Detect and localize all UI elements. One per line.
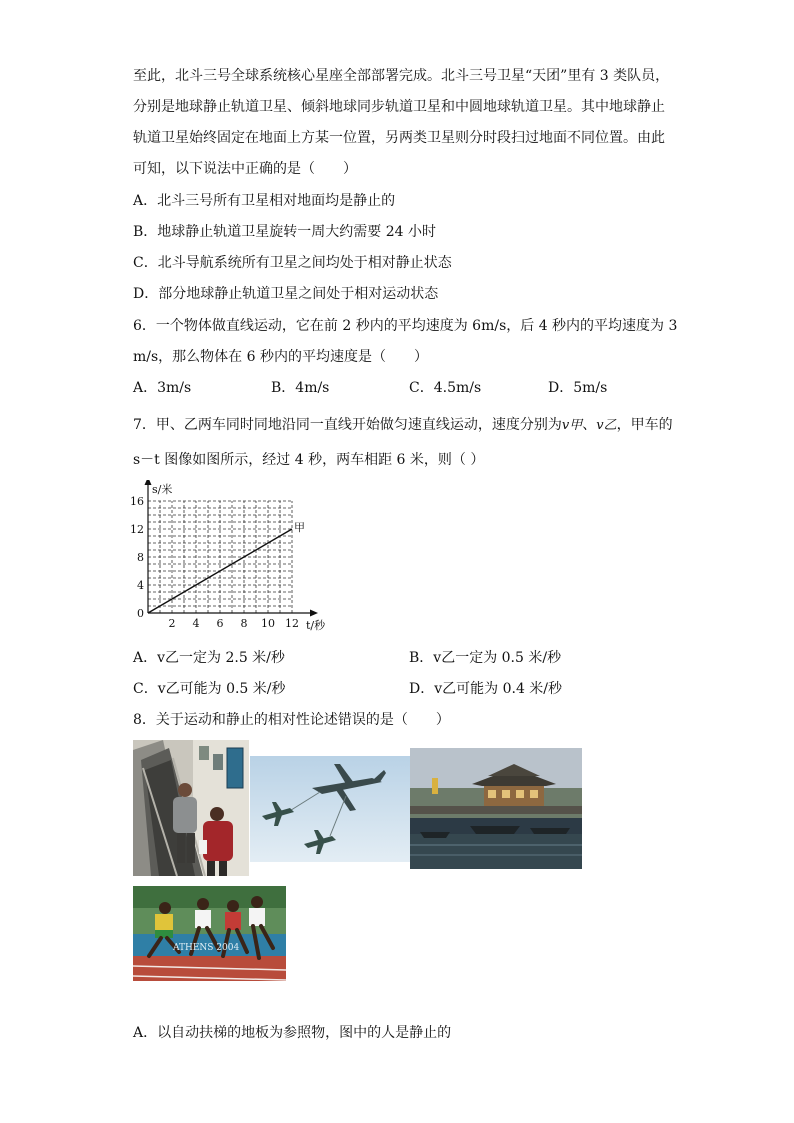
y-axis-label: s/米 bbox=[152, 483, 173, 496]
q6-line-1: 6．一个物体做直线运动，它在前 2 秒内的平均速度为 6m/s，后 4 秒内的平均速度为 3 bbox=[133, 318, 678, 334]
sprinters-illustration bbox=[133, 886, 286, 981]
y-tick-label: 0 bbox=[137, 607, 144, 620]
sprinters-photo-banner: ATHENS 2004 bbox=[173, 943, 240, 953]
x-tick-label: 8 bbox=[240, 617, 248, 630]
q5-option-b: B．地球静止轨道卫星旋转一周大约需要 24 小时 bbox=[133, 224, 437, 240]
chart-series bbox=[148, 521, 305, 613]
x-tick-label: 2 bbox=[168, 617, 176, 630]
aircraft-refuelling-photo bbox=[250, 756, 410, 862]
x-axis-arrow bbox=[310, 610, 318, 617]
sprinters-photo bbox=[133, 886, 286, 981]
q8-option-a: A．以自动扶梯的地板为参照物，图中的人是静止的 bbox=[133, 1025, 452, 1041]
s-t-graph bbox=[128, 480, 338, 640]
passage-line-2: 分别是地球静止轨道卫星、倾斜地球同步轨道卫星和中圆地球轨道卫星。其中地球静止 bbox=[133, 99, 665, 115]
q7-option-b: B．v乙一定为 0.5 米/秒 bbox=[409, 650, 562, 666]
x-tick-label: 12 bbox=[285, 617, 299, 630]
q7-line-1-text-a: 7．甲、乙两车同时同地沿同一直线开始做匀速直线运动，速度分别为 bbox=[133, 417, 562, 433]
x-tick-label: 10 bbox=[261, 617, 275, 630]
q5-option-c: C．北斗导航系统所有卫星之间均处于相对静止状态 bbox=[133, 255, 452, 271]
q8-stem: 8．关于运动和静止的相对性论述错误的是（ ） bbox=[133, 712, 450, 728]
y-tick-label: 4 bbox=[137, 579, 144, 592]
passage-line-4: 可知，以下说法中正确的是（ ） bbox=[133, 161, 357, 177]
q6-option-b: B．4m/s bbox=[271, 380, 330, 396]
q6-option-d: D．5m/s bbox=[548, 380, 608, 396]
chart-grid bbox=[148, 501, 292, 613]
q7-line-2: s－t 图像如图所示，经过 4 秒，两车相距 6 米，则（ ） bbox=[133, 452, 485, 468]
escalator-photo bbox=[133, 740, 249, 876]
q7-option-a: A．v乙一定为 2.5 米/秒 bbox=[133, 650, 285, 666]
pavilion-illustration bbox=[410, 748, 582, 869]
y-tick-label: 12 bbox=[130, 523, 144, 536]
passage-line-3: 轨道卫星始终固定在地面上方某一位置，另两类卫星则分时段扫过地面不同位置。由此 bbox=[133, 130, 665, 146]
x-axis-label: t/秒 bbox=[306, 619, 326, 632]
pavilion-boats-photo bbox=[410, 748, 582, 869]
q5-option-a: A．北斗三号所有卫星相对地面均是静止的 bbox=[133, 193, 396, 209]
q7-line-1-text-b: ，甲车的 bbox=[616, 417, 673, 433]
aircraft-illustration bbox=[250, 756, 410, 862]
q7-separator: 、 bbox=[582, 417, 597, 433]
escalator-illustration bbox=[133, 740, 249, 876]
q7-v-yi: v乙 bbox=[596, 418, 617, 433]
series-label-jia: 甲 bbox=[294, 521, 305, 534]
q7-v-jia: v甲 bbox=[561, 418, 583, 433]
q5-option-d: D．部分地球静止轨道卫星之间处于相对运动状态 bbox=[133, 286, 439, 302]
q6-line-2: m/s，那么物体在 6 秒内的平均速度是（ ） bbox=[133, 349, 428, 365]
passage-line-1: 至此，北斗三号全球系统核心星座全部部署完成。北斗三号卫星“天团”里有 3 类队员， bbox=[133, 68, 670, 84]
q7-line-1 bbox=[133, 415, 673, 436]
q7-option-c: C．v乙可能为 0.5 米/秒 bbox=[133, 681, 286, 697]
y-tick-label: 8 bbox=[137, 551, 144, 564]
q6-option-c: C．4.5m/s bbox=[409, 380, 482, 396]
x-tick-label: 4 bbox=[192, 617, 200, 630]
y-axis-arrow bbox=[145, 480, 152, 485]
x-tick-label: 6 bbox=[216, 617, 224, 630]
y-tick-label: 16 bbox=[130, 495, 144, 508]
q6-option-a: A．3m/s bbox=[133, 380, 192, 396]
q7-option-d: D．v乙可能为 0.4 米/秒 bbox=[409, 681, 563, 697]
